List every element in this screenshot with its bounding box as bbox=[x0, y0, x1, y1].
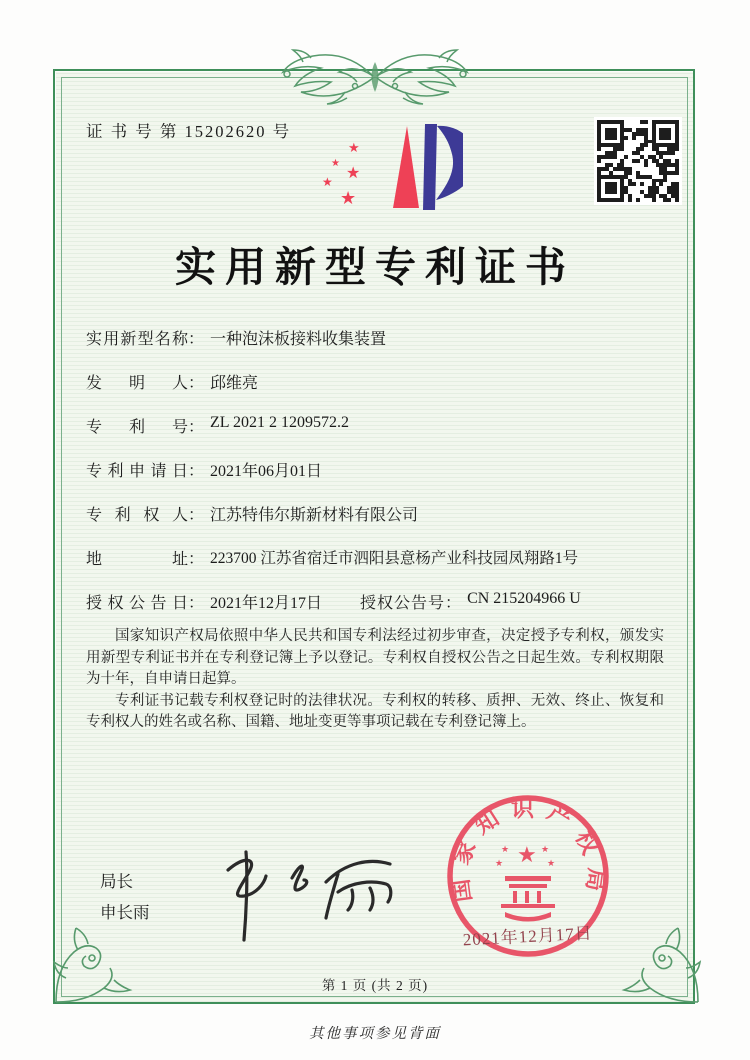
field-value: 2021年06月01日 bbox=[210, 463, 323, 480]
cnipa-official-seal bbox=[433, 790, 623, 970]
field-label: 地址 bbox=[86, 551, 188, 568]
page-number: 第 1 页 (共 2 页) bbox=[321, 978, 429, 993]
svg-text:★: ★ bbox=[348, 140, 360, 155]
svg-text:★: ★ bbox=[501, 844, 510, 854]
director-title: 局长 bbox=[100, 872, 133, 891]
field-label: 授权公告日 bbox=[86, 595, 188, 612]
legal-text bbox=[86, 626, 664, 734]
svg-text:★: ★ bbox=[340, 188, 357, 208]
field-label: 专利申请日 bbox=[86, 463, 188, 480]
svg-text:★: ★ bbox=[331, 158, 340, 169]
field-grant-number: 授权公告号 ： CN 215204966 U bbox=[360, 590, 581, 612]
field-label: 实用新型名称 bbox=[86, 331, 188, 348]
field-address: 地址 ： 223700 江苏省宿迁市泗阳县意杨产业科技园凤翔路1号 bbox=[86, 546, 664, 576]
certificate-number: 证 书 号 第 15202620 号 bbox=[86, 122, 292, 141]
svg-text:★: ★ bbox=[346, 165, 361, 182]
field-utility-model-name: 实用新型名称 ： 一种泡沫板接料收集装置 bbox=[86, 326, 664, 356]
legal-paragraph-1: 国家知识产权局依照中华人民共和国专利法经过初步审查，决定授予专利权，颁发实用新型专利证书并在专利登记簿上予以登记。专利权自授权公告之日起生效。专利权期限为十年，自申请日起算。 bbox=[86, 628, 664, 687]
seal-text: 国家知识产权局 bbox=[446, 796, 610, 904]
field-value: 江苏特伟尔斯新材料有限公司 bbox=[210, 507, 419, 524]
director-name: 申长雨 bbox=[100, 903, 150, 922]
seal-date: 2021年12月17日 bbox=[462, 923, 594, 950]
certificate-fields bbox=[86, 326, 664, 634]
certificate-title: 实用新型专利证书 bbox=[175, 244, 575, 290]
field-value: 邱维亮 bbox=[210, 375, 259, 392]
svg-text:★: ★ bbox=[541, 844, 550, 854]
field-label: 发明人 bbox=[86, 375, 188, 392]
qr-code bbox=[594, 117, 682, 205]
back-side-note: 其他事项参见背面 bbox=[309, 1026, 441, 1042]
director-signature bbox=[200, 838, 410, 948]
field-label: 专利权人 bbox=[86, 507, 188, 524]
field-inventor: 发明人 ： 邱维亮 bbox=[86, 370, 664, 400]
field-value: ZL 2021 2 1209572.2 bbox=[210, 414, 349, 431]
svg-text:★: ★ bbox=[547, 858, 556, 868]
field-label: 专利号 bbox=[86, 419, 188, 436]
cnipa-patent-logo-icon bbox=[298, 112, 463, 218]
director-block bbox=[100, 866, 150, 928]
field-value: 2021年12月17日 bbox=[210, 595, 323, 612]
field-label: 授权公告号 bbox=[360, 595, 446, 612]
national-emblem-icon bbox=[495, 842, 555, 922]
field-value: 一种泡沫板接料收集装置 bbox=[210, 331, 387, 348]
field-patent-number: 专利号 ： ZL 2021 2 1209572.2 bbox=[86, 414, 349, 436]
field-value: CN 215204966 U bbox=[467, 590, 581, 607]
svg-text:★: ★ bbox=[495, 858, 504, 868]
svg-text:★: ★ bbox=[322, 175, 333, 189]
field-grant-date-and-number: 授权公告日 ： 2021年12月17日 授权公告号 ： CN 215204966 U bbox=[86, 590, 581, 612]
svg-text:★: ★ bbox=[517, 842, 537, 867]
field-patentee: 专利权人 ： 江苏特伟尔斯新材料有限公司 bbox=[86, 502, 664, 532]
field-filing-date: 专利申请日 ： 2021年06月01日 bbox=[86, 458, 664, 488]
field-value: 223700 江苏省宿迁市泗阳县意杨产业科技园凤翔路1号 bbox=[210, 550, 579, 567]
legal-paragraph-2: 专利证书记载专利权登记时的法律状况。专利权的转移、质押、无效、终止、恢复和专利权人的姓名或名称、国籍、地址变更等事项记载在专利登记簿上。 bbox=[86, 692, 664, 730]
